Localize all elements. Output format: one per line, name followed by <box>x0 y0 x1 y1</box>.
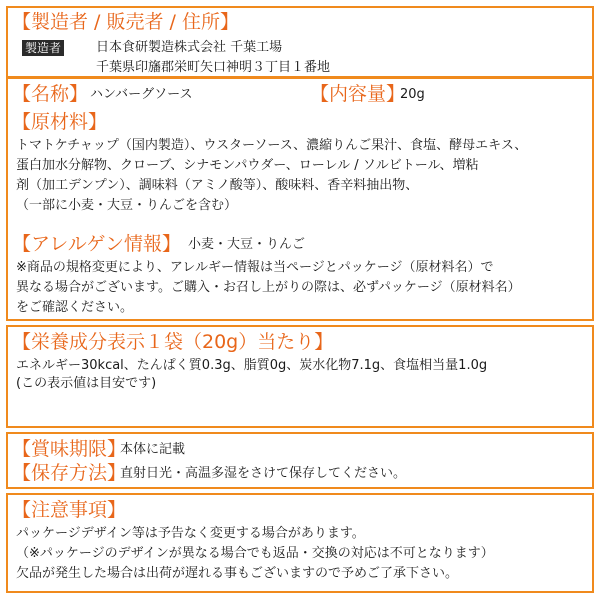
nutrition-section <box>6 325 594 428</box>
notes-heading: 【注意事項】 <box>12 499 127 521</box>
allergy-note-line: をご確認ください。 <box>16 300 134 315</box>
ingredients-line: 剤（加工デンプン）、調味料（アミノ酸等）、酸味料、香辛料抽出物、 <box>16 178 419 193</box>
content-heading: 【内容量】 <box>310 83 406 105</box>
content-value: 20g <box>400 87 425 102</box>
allergy-value: 小麦・大豆・りんご <box>188 237 306 252</box>
allergy-note-line: ※商品の規格変更により、アレルギー情報は当ページとパッケージ（原材料名）で <box>16 260 494 275</box>
maker-heading: 【製造者 / 販売者 / 住所】 <box>12 11 239 33</box>
nutrition-heading: 【栄養成分表示１袋（20g）当たり】 <box>12 331 334 353</box>
ingredients-line: （一部に小麦・大豆・りんごを含む） <box>16 198 238 213</box>
notes-section <box>6 493 594 593</box>
notes-line: （※パッケージのデザインが異なる場合でも返品・交換の対応は不可となります） <box>16 546 494 561</box>
allergy-heading: 【アレルゲン情報】 <box>12 233 182 255</box>
storage-method-value: 直射日光・高温多湿をさけて保存してください。 <box>120 466 407 481</box>
notes-line: パッケージデザイン等は予告なく変更する場合があります。 <box>16 526 365 541</box>
allergy-note-line: 異なる場合がございます。ご購入・お召し上がりの際は、必ずパッケージ（原材料名） <box>16 280 521 295</box>
maker-tag: 製造者 <box>22 40 64 56</box>
ingredients-heading: 【原材料】 <box>12 111 108 133</box>
notes-line: 欠品が発生した場合は出荷が遅れる事もございますので予めご了承下さい。 <box>16 566 459 581</box>
nutrition-note: (この表示値は目安です) <box>16 376 157 391</box>
maker-section <box>6 6 594 78</box>
storage-method-heading: 【保存方法】 <box>12 462 127 484</box>
ingredients-line: トマトケチャップ（国内製造）、ウスターソース、濃縮りんご果汁、食塩、酵母エキス、 <box>16 138 528 153</box>
name-value: ハンバーグソース <box>90 87 193 102</box>
maker-company: 日本食研製造株式会社 千葉工場 <box>96 40 283 55</box>
storage-section <box>6 432 594 489</box>
maker-address: 千葉県印旛郡栄町矢口神明３丁目１番地 <box>96 60 331 75</box>
ingredients-section <box>6 77 594 321</box>
name-heading: 【名称】 <box>12 83 89 105</box>
ingredients-line: 蛋白加水分解物、クローブ、シナモンパウダー、ローレル / ソルビトール、増粘 <box>16 158 479 173</box>
nutrition-values: エネルギー30kcal、たんぱく質0.3g、脂質0g、炭水化物7.1g、食塩相当量1.0g <box>16 358 488 373</box>
expiry-value: 本体に記載 <box>120 442 186 457</box>
expiry-heading: 【賞味期限】 <box>12 438 127 460</box>
